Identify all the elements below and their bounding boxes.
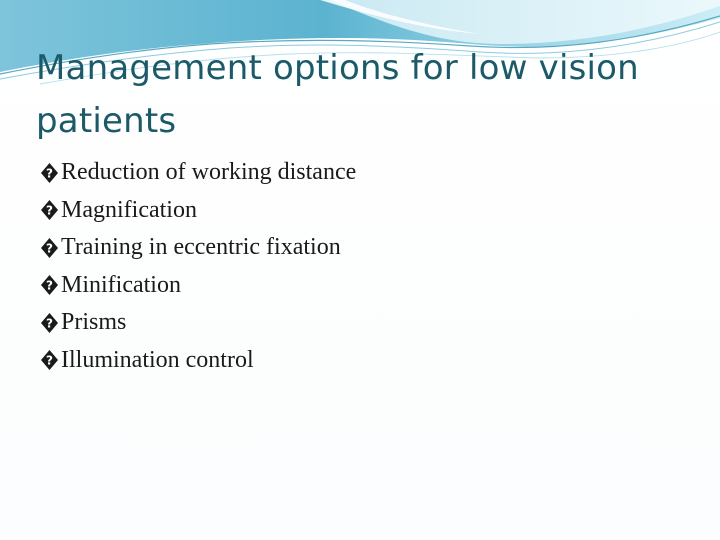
list-item [40, 229, 356, 267]
replacement-character-icon [40, 162, 59, 184]
list-item [40, 192, 356, 230]
bullet-text: Magnification [61, 196, 197, 223]
list-item [40, 267, 356, 305]
bullet-text: Illumination control [61, 346, 254, 373]
svg-text:?: ? [46, 166, 53, 181]
bullet-list [40, 154, 356, 379]
svg-text:?: ? [46, 316, 53, 331]
svg-text:?: ? [46, 203, 53, 218]
replacement-character-icon [40, 237, 59, 259]
replacement-character-icon [40, 312, 59, 334]
replacement-character-icon [40, 349, 59, 371]
svg-text:?: ? [46, 353, 53, 368]
bullet-text: Training in eccentric fixation [61, 234, 341, 260]
svg-text:?: ? [46, 278, 53, 293]
bullet-text: Minification [61, 271, 181, 298]
list-item [40, 304, 356, 342]
list-item [40, 154, 356, 192]
bullet-text: Prisms [61, 309, 127, 335]
bullet-text: Reduction of working distance [61, 159, 357, 185]
replacement-character-icon [40, 274, 59, 296]
slide-title: Management options for low vision patients [36, 48, 639, 141]
replacement-character-icon [40, 199, 59, 221]
list-item [40, 342, 356, 380]
svg-text:?: ? [46, 241, 53, 256]
